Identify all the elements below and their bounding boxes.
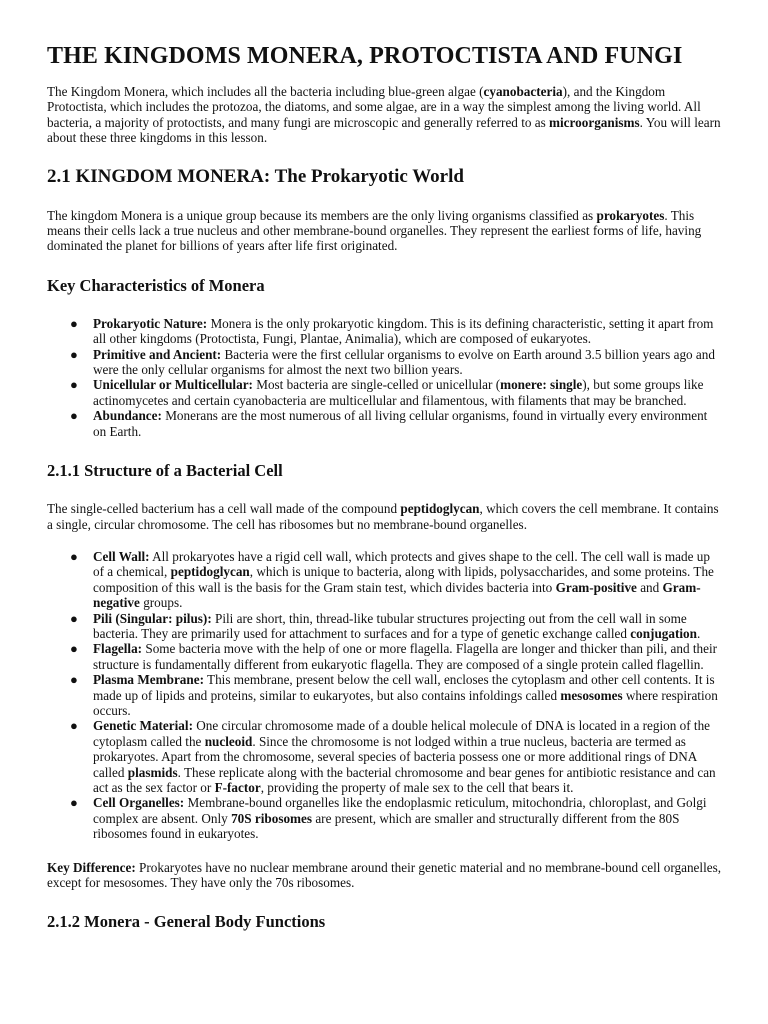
key-difference-paragraph: Key Difference: Prokaryotes have no nuclear membrane around their genetic material and no membrane-bound cell organelles, except for mesosomes. They have only the 70s ribosomes.	[47, 859, 722, 891]
section-2-1-1-paragraph: The single-celled bacterium has a cell wall made of the compound peptidoglycan, which covers the cell membrane. It contains a single, circular chromosome. The cell has ribosomes but no membrane-bound organelles.	[47, 501, 719, 532]
list-item: ● Pili (Singular: pilus): Pili are short, thin, thread-like tubular structures projecting out from the cell wall in some bacteria. They are primarily used for attachment to surfaces and for a type of genetic exchange called conjugation.	[93, 611, 721, 642]
intro-paragraph: The Kingdom Monera, which includes all the bacteria including blue-green algae (cyanobacteria), and the Kingdom Protoctista, which includes the protozoa, the diatoms, and some algae, are in a way the simplest among the living world. All bacteria, a majority of protoctists, and many fungi are microscopic and generally referred to as microorganisms. You will learn about these three kingdoms in this lesson.	[47, 84, 721, 146]
list-item: ● Cell Wall: All prokaryotes have a rigid cell wall, which protects and gives shape to the cell. The cell wall is made up of a chemical, peptidoglycan, which is unique to bacteria, along with lipids, polysaccharides, and some proteins. The composition of this wall is the basis for the Gram stain test, which divides bacteria into Gram-positive and Gram-negative groups.	[93, 549, 721, 611]
list-item: ● Cell Organelles: Membrane-bound organelles like the endoplasmic reticulum, mitochondria, chloroplast, and Golgi complex are absent. Only 70S ribosomes are present, which are smaller and structurally different from the 80S ribosomes found in eukaryotes.	[93, 795, 721, 841]
list-item: ● Primitive and Ancient: Bacteria were the first cellular organisms to evolve on Earth around 3.5 billion years ago and were the only cellular organisms for almost the next two billion years.	[93, 347, 721, 378]
list-item: ● Abundance: Monerans are the most numerous of all living cellular organisms, found in virtually every environment on Earth.	[93, 408, 721, 439]
bacterial-cell-structure-list	[47, 549, 721, 842]
list-item: ● Unicellular or Multicellular: Most bacteria are single-celled or unicellular (monere: single), but some groups like actinomycetes and certain cyanobacteria are multicellular and filamentous, with filaments that may be branched.	[93, 377, 721, 408]
list-item: ● Genetic Material: One circular chromosome made of a double helical molecule of DNA is located in a region of the cytoplasm called the nucleoid. Since the chromosome is not lodged within a true nucleus, bacteria are termed as prokaryotes. Apart from the chromosome, several species of bacteria possess one or more additional rings of DNA called plasmids. These replicate along with the bacterial chromosome and bear genes for antibiotic resistance and can act as the sex factor or F-factor, providing the property of male sex to the cell that bears it.	[93, 718, 721, 795]
list-item: ● Plasma Membrane: This membrane, present below the cell wall, encloses the cytoplasm and other cell contents. It is made up of lipids and proteins, similar to eukaryotes, but also contains infoldings called mesosomes where respiration occurs.	[93, 672, 721, 718]
subheading-2-1-2: 2.1.2 Monera - General Body Functions	[47, 912, 326, 932]
list-item: ● Flagella: Some bacteria move with the help of one or more flagella. Flagella are longer and thicker than pili, and their structure is fundamentally different from eukaryotic flagella. They are composed of a single protein called flagellin.	[93, 641, 721, 672]
subheading-2-1-1: 2.1.1 Structure of a Bacterial Cell	[47, 461, 283, 481]
section-heading-2-1: 2.1 KINGDOM MONERA: The Prokaryotic World	[47, 165, 464, 187]
section-2-1-paragraph: The kingdom Monera is a unique group because its members are the only living organisms classified as prokaryotes. This means their cells lack a true nucleus and other membrane-bound organelles. They represent the earliest forms of life, having dominated the planet for billions of years after life first originated.	[47, 207, 702, 254]
page-title: THE KINGDOMS MONERA, PROTOCTISTA AND FUNGI	[47, 43, 683, 69]
list-item: ● Prokaryotic Nature: Monera is the only prokaryotic kingdom. This is its defining characteristic, setting it apart from all other kingdoms (Protoctista, Fungi, Plantae, Animalia), which are composed of eukaryotes.	[93, 316, 721, 347]
key-characteristics-list	[47, 316, 721, 439]
subheading-key-characteristics: Key Characteristics of Monera	[47, 275, 265, 295]
